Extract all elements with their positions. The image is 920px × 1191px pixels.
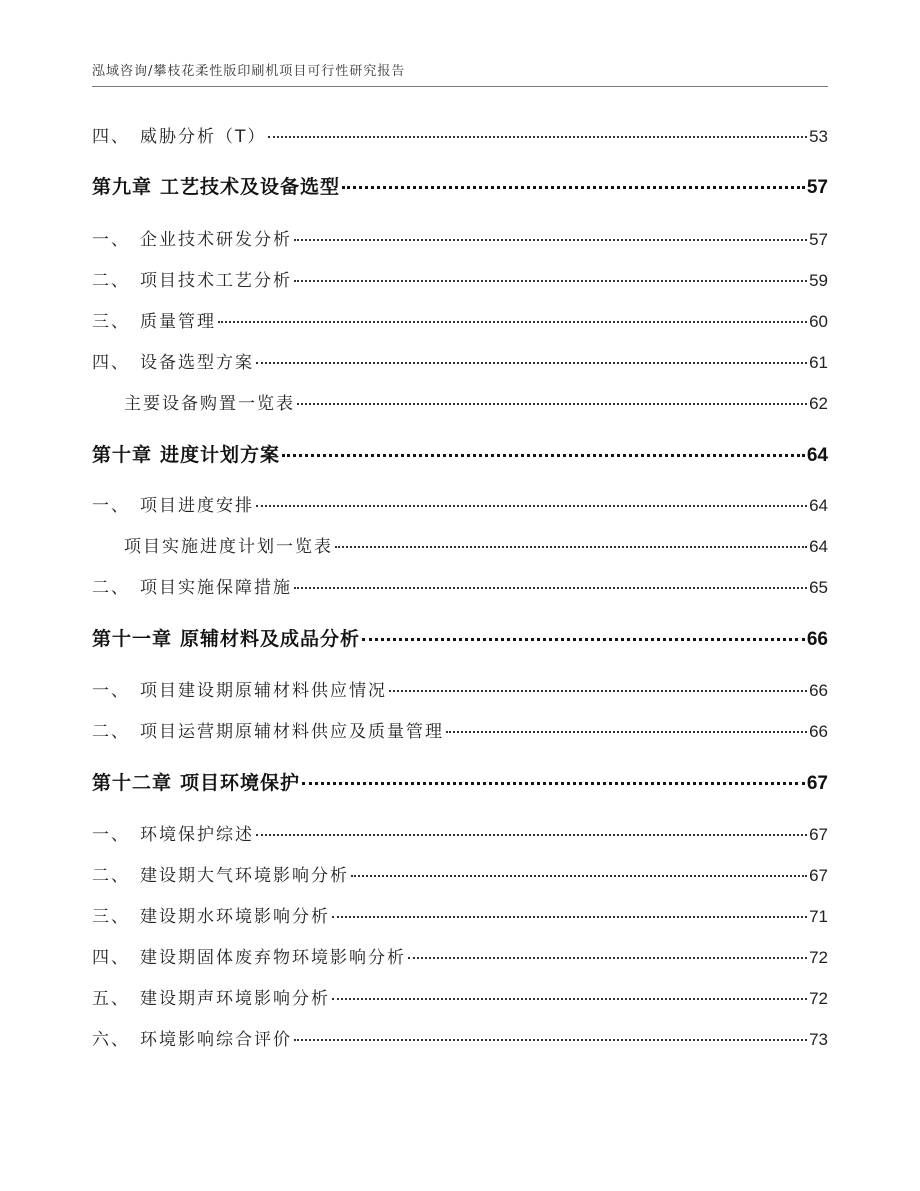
toc-entry-number: 三、	[92, 907, 130, 927]
dot-leader	[332, 916, 807, 918]
dot-leader	[256, 505, 807, 507]
dot-leader	[446, 731, 807, 733]
toc-page-number: 62	[809, 394, 828, 413]
toc-entry[interactable]	[92, 225, 828, 250]
dot-leader	[297, 403, 807, 405]
toc-entry[interactable]	[92, 532, 828, 557]
toc-entry[interactable]	[92, 984, 828, 1009]
toc-entry-title: 项目实施进度计划一览表	[124, 537, 333, 557]
dot-leader	[351, 875, 807, 877]
page-header: 泓域咨询/攀枝花柔性版印刷机项目可行性研究报告	[92, 64, 406, 79]
toc-entry-title: 二、 项目技术工艺分析	[92, 266, 292, 291]
toc-page-number: 67	[809, 866, 828, 885]
toc-chapter-entry[interactable]	[92, 624, 828, 651]
toc-chapter-title: 第十一章 原辅材料及成品分析	[92, 624, 360, 651]
toc-entry-title: 主要设备购置一览表	[124, 394, 295, 414]
dot-leader	[282, 454, 805, 457]
toc-entry[interactable]	[92, 820, 828, 845]
chapter-label: 第九章	[92, 176, 153, 198]
toc-entry-number: 一、	[92, 681, 130, 701]
toc-page-number: 59	[809, 271, 828, 290]
toc-entry-number: 四、	[92, 353, 130, 373]
toc-entry-title: 四、 设备选型方案	[92, 348, 254, 373]
toc-entry-title: 一、 环境保护综述	[92, 820, 254, 845]
dot-leader	[294, 239, 807, 241]
toc-page-number: 64	[809, 496, 828, 515]
header-divider	[92, 86, 828, 87]
toc-page-number: 64	[809, 537, 828, 556]
dot-leader	[362, 638, 805, 641]
toc-entry-number: 五、	[92, 989, 130, 1009]
toc-page-number: 57	[806, 177, 828, 198]
toc-entry[interactable]	[92, 717, 828, 742]
toc-page-number: 71	[809, 907, 828, 926]
toc-entry-number: 四、	[92, 948, 130, 968]
toc-entry[interactable]	[92, 1025, 828, 1050]
toc-page-number: 65	[809, 578, 828, 597]
toc-entry[interactable]	[92, 122, 828, 147]
toc-page-number: 66	[809, 722, 828, 741]
toc-entry-title: 三、 质量管理	[92, 307, 216, 332]
toc-page-number: 72	[809, 948, 828, 967]
toc-entry-title: 四、 建设期固体废弃物环境影响分析	[92, 943, 406, 968]
dot-leader	[408, 957, 807, 959]
dot-leader	[302, 782, 805, 785]
toc-entry-number: 三、	[92, 312, 130, 332]
toc-entry[interactable]	[92, 348, 828, 373]
dot-leader	[294, 1039, 807, 1041]
dot-leader	[294, 280, 807, 282]
toc-page-number: 60	[809, 312, 828, 331]
toc-entry-number: 四、	[92, 127, 130, 147]
toc-entry[interactable]	[92, 676, 828, 701]
toc-chapter-entry[interactable]	[92, 172, 828, 199]
toc-page-number: 64	[806, 445, 828, 466]
toc-page-number: 73	[809, 1030, 828, 1049]
dot-leader	[218, 321, 807, 323]
toc-entry-title: 一、 项目建设期原辅材料供应情况	[92, 676, 387, 701]
toc-entry[interactable]	[92, 943, 828, 968]
toc-entry-title: 一、 企业技术研发分析	[92, 225, 292, 250]
dot-leader	[256, 834, 807, 836]
toc-entry[interactable]	[92, 573, 828, 598]
toc-entry-title: 一、 项目进度安排	[92, 491, 254, 516]
toc-entry[interactable]	[92, 902, 828, 927]
toc-entry-title: 二、 项目实施保障措施	[92, 573, 292, 598]
dot-leader	[342, 186, 805, 189]
toc-chapter-entry[interactable]	[92, 440, 828, 467]
dot-leader	[268, 136, 807, 138]
toc-chapter-title: 第十章 进度计划方案	[92, 440, 280, 467]
toc-entry-number: 二、	[92, 866, 130, 886]
toc-entry-title: 二、 项目运营期原辅材料供应及质量管理	[92, 717, 444, 742]
toc-page-number: 66	[806, 629, 828, 650]
chapter-label: 第十二章	[92, 772, 173, 794]
toc-entry[interactable]	[92, 491, 828, 516]
toc-entry[interactable]	[92, 389, 828, 414]
toc-entry-number: 一、	[92, 496, 130, 516]
chapter-label: 第十章	[92, 444, 153, 466]
toc-entry-number: 一、	[92, 230, 130, 250]
toc-entry-number: 二、	[92, 578, 130, 598]
dot-leader	[294, 587, 807, 589]
toc-chapter-entry[interactable]	[92, 768, 828, 795]
toc-entry-title: 二、 建设期大气环境影响分析	[92, 861, 349, 886]
toc-entry[interactable]	[92, 307, 828, 332]
toc-entry[interactable]	[92, 266, 828, 291]
toc-entry-number: 六、	[92, 1030, 130, 1050]
toc-page-number: 66	[809, 681, 828, 700]
toc-entry-title: 四、 威胁分析（T）	[92, 122, 266, 147]
dot-leader	[389, 690, 807, 692]
dot-leader	[256, 362, 807, 364]
toc-entry-number: 一、	[92, 825, 130, 845]
toc-entry-title: 三、 建设期水环境影响分析	[92, 902, 330, 927]
chapter-label: 第十一章	[92, 628, 173, 650]
toc-page-number: 61	[809, 353, 828, 372]
toc-entry-title: 五、 建设期声环境影响分析	[92, 984, 330, 1009]
toc-page-number: 67	[806, 773, 828, 794]
toc-page-number: 53	[809, 127, 828, 146]
dot-leader	[335, 546, 807, 548]
toc-entry-number: 二、	[92, 271, 130, 291]
dot-leader	[332, 998, 807, 1000]
toc-page-number: 72	[809, 989, 828, 1008]
toc-chapter-title: 第十二章 项目环境保护	[92, 768, 300, 795]
toc-entry[interactable]	[92, 861, 828, 886]
toc-page-number: 57	[809, 230, 828, 249]
toc-entry-number: 二、	[92, 722, 130, 742]
toc-entry-title: 六、 环境影响综合评价	[92, 1025, 292, 1050]
toc-page-number: 67	[809, 825, 828, 844]
toc-chapter-title: 第九章 工艺技术及设备选型	[92, 172, 340, 199]
